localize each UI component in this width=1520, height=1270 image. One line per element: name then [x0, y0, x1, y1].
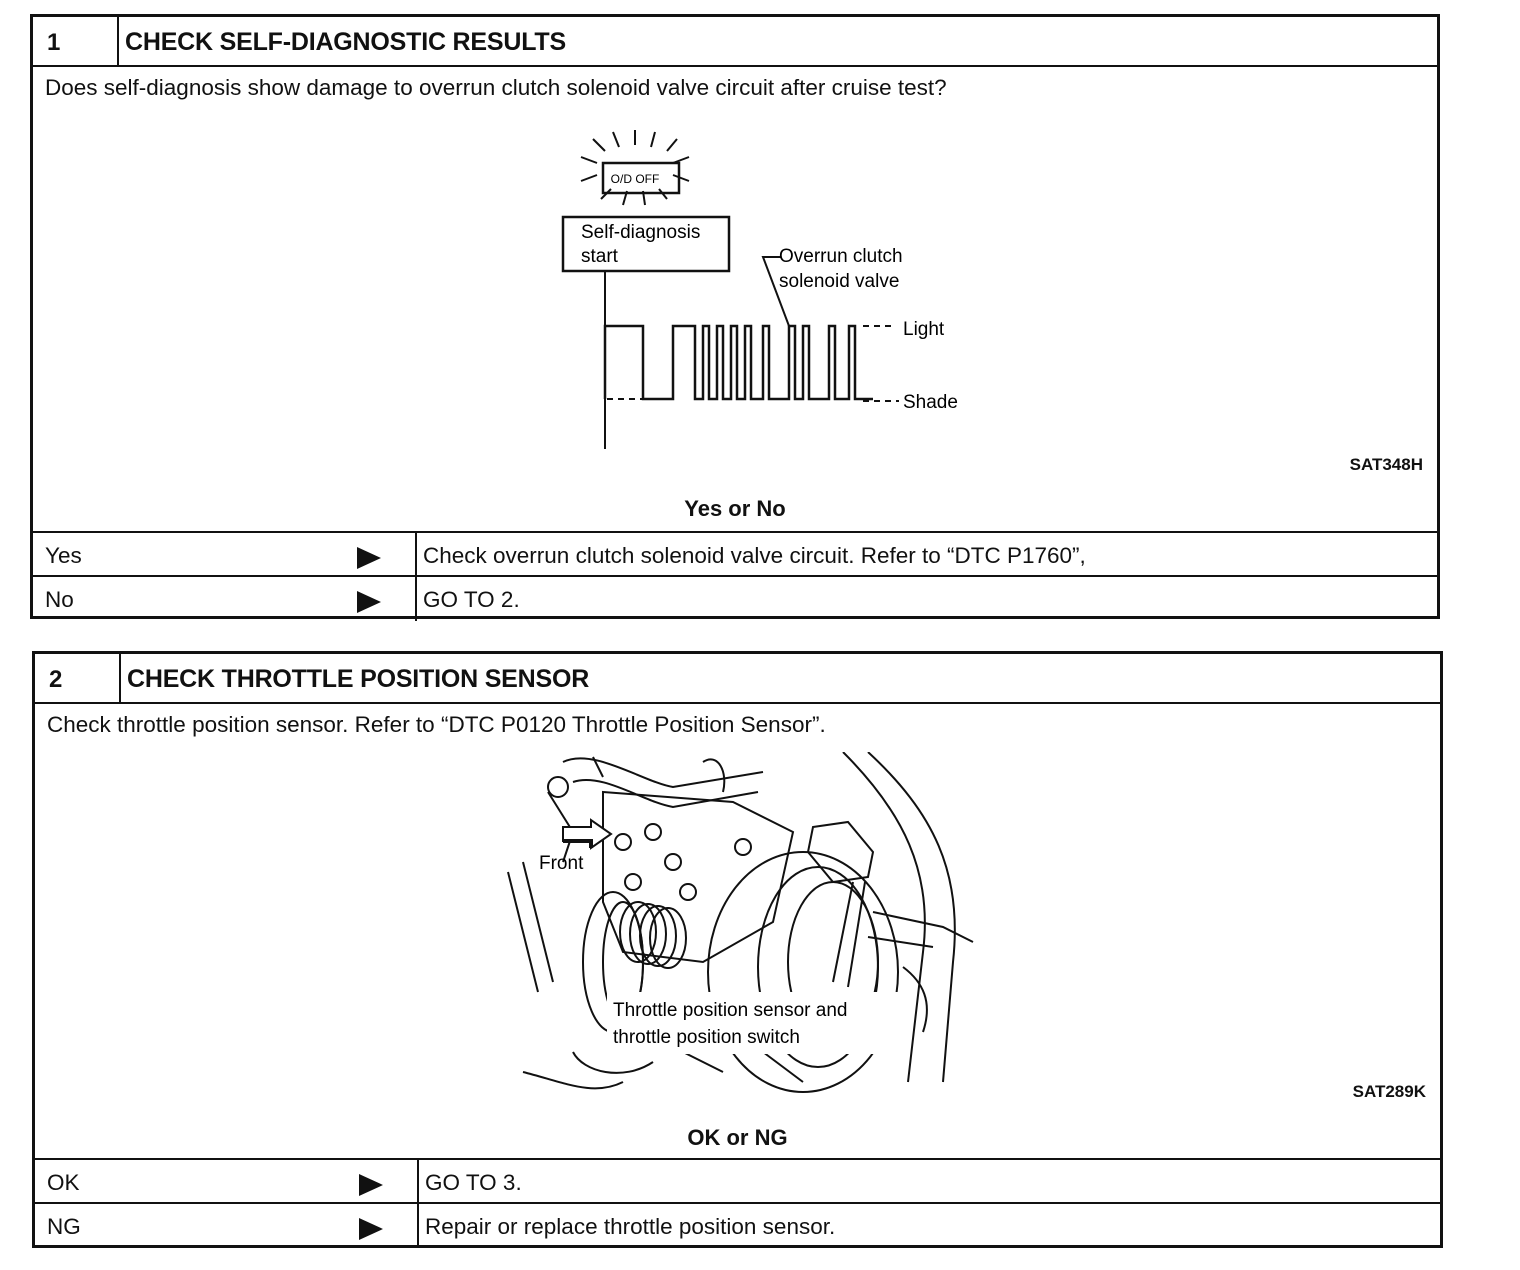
step-1-header: [33, 17, 1437, 67]
figure-ref-1: SAT348H: [1349, 455, 1423, 474]
result-label: No: [45, 587, 74, 612]
front-label: Front: [539, 853, 584, 874]
self-diagnosis-diagram: [533, 127, 973, 452]
decision-ok-ng: OK or NG: [687, 1125, 788, 1150]
step-2-number: 2: [35, 654, 121, 702]
right-arrow-icon: [357, 591, 381, 613]
result-label: Yes: [45, 543, 82, 568]
result-label: OK: [47, 1170, 80, 1195]
light-label: Light: [903, 319, 945, 340]
row-divider: [415, 533, 417, 577]
step-2-title: CHECK THROTTLE POSITION SENSOR: [127, 665, 590, 693]
right-arrow-icon: [357, 547, 381, 569]
result-action: Repair or replace throttle position sensor.: [425, 1214, 836, 1239]
result-action: Check overrun clutch solenoid valve circuit. Refer to “DTC P1760”,: [423, 543, 1086, 568]
step-1-question: Does self-diagnosis show damage to overrun clutch solenoid valve circuit after cruise test?: [45, 75, 947, 100]
start-label-line2: start: [581, 246, 618, 267]
result-row-ng: [35, 1202, 1440, 1248]
result-row-ok: [35, 1158, 1440, 1204]
row-divider: [417, 1160, 419, 1204]
sensor-label-line2: throttle position switch: [613, 1027, 800, 1048]
step-1-title: CHECK SELF-DIAGNOSTIC RESULTS: [125, 28, 566, 56]
row-divider: [417, 1204, 419, 1248]
valve-label-line2: solenoid valve: [779, 271, 900, 292]
right-arrow-icon: [359, 1218, 383, 1240]
row-divider: [415, 577, 417, 621]
step-1-number: 1: [33, 17, 119, 65]
step-2-question: Check throttle position sensor. Refer to “DTC P0120 Throttle Position Sensor”.: [47, 712, 826, 737]
throttle-sensor-illustration: [503, 752, 1003, 1097]
result-label: NG: [47, 1214, 81, 1239]
step-1-box: [30, 14, 1440, 619]
step-2-box: [32, 651, 1443, 1248]
result-action: GO TO 3.: [425, 1170, 522, 1195]
shade-label: Shade: [903, 392, 958, 413]
sensor-label-line1: Throttle position sensor and: [613, 1000, 848, 1021]
step-2-header: [35, 654, 1440, 704]
result-row-no: [33, 575, 1437, 621]
od-off-lamp-label: O/D OFF: [610, 172, 660, 186]
start-label-line1: Self-diagnosis: [581, 222, 701, 243]
valve-label-line1: Overrun clutch: [779, 246, 903, 267]
right-arrow-icon: [359, 1174, 383, 1196]
decision-yes-no: Yes or No: [684, 496, 786, 521]
result-row-yes: [33, 531, 1437, 577]
figure-ref-2: SAT289K: [1352, 1082, 1426, 1101]
result-action: GO TO 2.: [423, 587, 520, 612]
